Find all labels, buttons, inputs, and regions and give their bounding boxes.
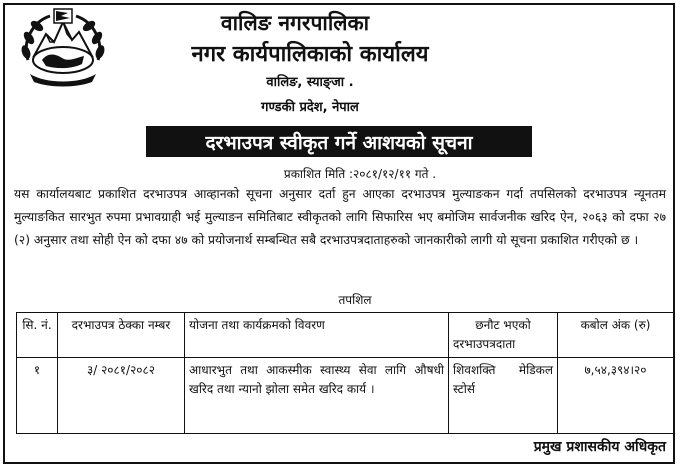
header-description: योजना तथा कार्यक्रमको विवरण (185, 313, 449, 358)
header-amount: कबोल अंक (रु) (558, 313, 674, 358)
notice-title-banner (146, 126, 532, 157)
cell-bidder: शिवशक्ति मेडिकल स्टोर्स (449, 358, 558, 434)
header-bidder: छनौट भएको दरभाउपत्रदाता (449, 313, 558, 358)
office-name: नगर कार्यपालिकाको कार्यालय (191, 42, 429, 67)
table-header-row (17, 313, 674, 358)
cell-contract-no: ३/ २०८१/२०८२ (58, 358, 185, 434)
publish-date: प्रकाशित मिति :२०८१/१२/११ गते . (283, 167, 437, 181)
notice-body: यस कार्यालयबाट प्रकाशित दरभाउपत्र आव्हानको सूचना अनुसार दर्ता हुन आएका दरभाउपत्र मुल्याङकन गर्दा तपसिलको दरभाउपत्र न्यूनतम मुल्याङकित सारभुत रुपमा प्रभावग्राही भई मुल्याङन समितिबाट स्वीकृतको लागि सिफारिस भए बमोजिम सार्वजनीक खरिद ऐन, २०६३ को दफा २७ (२) अनुसार तथा सोही ऐन को दफा ४७ को प्रयोजनार्थ सम्बन्धित सबै दरभाउपत्रदाताहरुको जानकारीको लागी यो सूचना प्रकाशित गरीएको छ । (14, 187, 666, 247)
header-contract-no: दरभाउपत्र ठेक्का नम्बर (58, 313, 185, 358)
tender-table (16, 312, 674, 434)
table-row (17, 358, 674, 434)
notice-title: दरभाउपत्र स्वीकृत गर्ने आशयको सूचना (205, 131, 473, 154)
office-address: वालिङ, स्याङ्जा . (266, 75, 354, 90)
signatory-title: प्रमुख प्रशासकीय अधिकृत (533, 439, 666, 455)
details-heading: तपशिल (338, 293, 372, 307)
municipality-name: वालिङ नगरपालिका (220, 11, 370, 35)
cell-description: आधारभुत तथा आकस्मीक स्वास्थ्य सेवा लागि औषधी खरिद तथा न्यानो झोला समेत खरिद कार्य । (185, 358, 449, 434)
header-serial: सि. नं. (17, 313, 58, 358)
province-name: गण्डकी प्रदेश, नेपाल (261, 100, 359, 115)
cell-serial: १ (17, 358, 58, 434)
cell-amount: ७,५४,३९४।२० (558, 358, 674, 434)
